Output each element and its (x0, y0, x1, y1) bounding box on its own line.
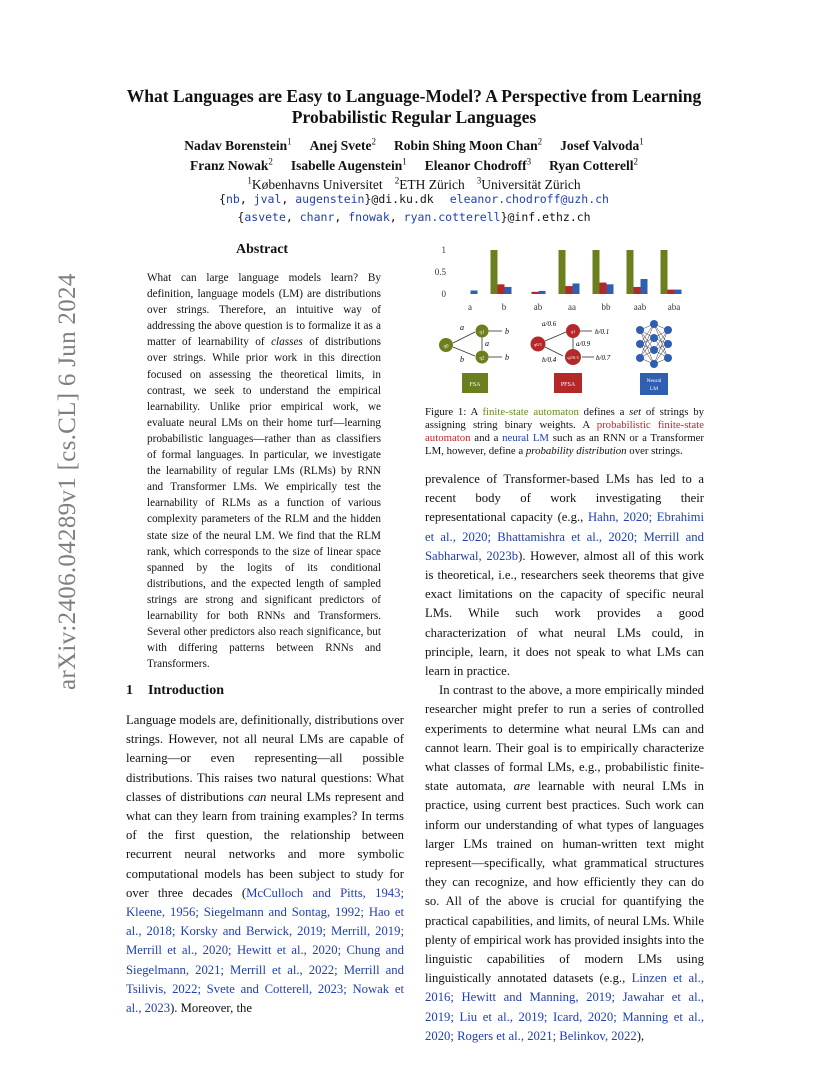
bar (600, 283, 607, 294)
bar (559, 250, 566, 294)
email-line-2[interactable]: {asvete, chanr, fnowak, ryan.cotterell}@inf.ethz.ch (237, 210, 591, 224)
email-address[interactable]: eleanor.chodroff@uzh.ch (449, 192, 609, 206)
bar (573, 283, 580, 294)
bar (641, 279, 648, 294)
author-name: Anej Svete$^2$ (309, 136, 376, 153)
svg-text:b/0.7: b/0.7 (596, 354, 611, 362)
y-tick-label: 0.5 (434, 267, 446, 277)
bar-chart (435, 245, 682, 312)
svg-text:b: b (505, 353, 509, 362)
nn-node (650, 360, 658, 368)
svg-text:a/0.9: a/0.9 (576, 340, 591, 348)
email-handle[interactable]: jval (253, 192, 282, 206)
arxiv-stamp: arXiv:2406.04289v1 [cs.CL] 6 Jun 2024 (54, 273, 81, 690)
affiliation: $^3$Universität Zürich (476, 175, 581, 192)
email-handle[interactable]: ryan.cotterell (403, 210, 501, 224)
svg-text:q1: q1 (479, 330, 485, 336)
email-handle[interactable]: asvete (244, 210, 286, 224)
svg-text:b: b (505, 327, 509, 336)
nn-node (636, 354, 644, 362)
svg-text:q1: q1 (570, 329, 576, 334)
paper-title: What Languages are Easy to Language-Model? A Perspective from Learning Probabilistic Regular Languages (126, 86, 702, 127)
bar (505, 287, 512, 294)
bar (498, 284, 505, 294)
svg-text:b/0.4: b/0.4 (542, 356, 557, 364)
bar (532, 292, 539, 294)
nn-node (664, 340, 672, 348)
intro-right-column (425, 470, 704, 1046)
bar (661, 250, 668, 294)
email-line-1[interactable]: {nb, jval, augenstein}@di.ku.dk eleanor.chodroff@uzh.ch (219, 192, 609, 206)
x-tick-label: a (468, 302, 472, 312)
svg-text:LM: LM (649, 386, 659, 392)
svg-text:b/0.1: b/0.1 (595, 328, 610, 336)
y-tick-label: 1 (441, 245, 446, 255)
author-name: Robin Shing Moon Chan$^2$ (393, 136, 543, 153)
citation-links[interactable]: Hahn, 2020; Ebrahimi et al., 2020; Bhattamishra et al., 2020; Merrill and Sabharwal, 2023b (425, 510, 704, 563)
svg-text:FSA: FSA (469, 382, 481, 388)
affiliation: $^1$Københavns Universitet (247, 175, 383, 192)
abstract-heading: Abstract (236, 242, 289, 257)
bar (491, 250, 498, 294)
nn-node (636, 326, 644, 334)
abstract-text: What can large language models learn? By definition, language models (LM) are distributions over strings. Therefore, an intuitive way of addressing the above question is to formalize it as a matter of learnability of classes of distributions over strings. While prior work in this direction focused on assessing the theoretical limits, in contrast, we seek to understand the empirical learnability. Unlike prior empirical work, we evaluate neural LMs on their home turf—learning probabilistic languages—rather than as classifiers of formal languages. In particular, we investigate the learnability of regular LMs (RLMs) by RNN and Transformer LMs. We empirically test the learnability of RLMs as a function of various complexity parameters of the RLM and the hidden state size of the neural LM. We find that the RLM rank, which corresponds to the size of linear space spanned by the logits of its conditional distributions, and the expected length of sampled strings are strong and significant predictors of learnability for both RNNs and Transformers. Several other predictors also reach significance, but with differing patterns between RNNs and Transformers. (147, 272, 381, 671)
x-tick-label: aa (568, 302, 576, 312)
email-handle[interactable]: nb (225, 192, 240, 206)
author-name: Josef Valvoda$^1$ (560, 136, 644, 153)
intro-right-paragraph-2: In contrast to the above, a more empirically minded researcher might prefer to run a series of controlled experiments to determine what neural LMs can and cannot learn. Their goal is to empirically characterize what classes of formal LMs, e.g., probabilistic finite-state automata, are learnable with neural LMs in practice, using current best practices. Such work can inform our understanding of what types of languages larger LMs trained on human-written text might represent—specifically, what grammatical structures they can recognize, and how efficiently they can do so. All of the above is crucial for quantifying the practical capabilities, and limits, of neural LMs. While plenty of empirical work has provided insights into the linguistic capabilities of modern LMs using linguistically annotated datasets (e.g., Linzen et al., 2016; Hewitt and Manning, 2019; Jawahar et al., 2019; Liu et al., 2019; Icard, 2020; Manning et al., 2020; Rogers et al., 2021; Belinkov, 2022), (425, 683, 704, 1043)
svg-text:a: a (485, 339, 489, 348)
figure-1-svg (420, 240, 710, 400)
bar (607, 284, 614, 294)
nn-node (636, 340, 644, 348)
bar (634, 287, 641, 294)
nn-node (664, 326, 672, 334)
citation-links[interactable]: Linzen et al., 2016; Hewitt and Manning, 2019; Jawahar et al., 2019; Liu et al., 2019; Icard, 2020; Manning et al., 2020; Rogers et al., 2021; Belinkov, 2022 (425, 971, 704, 1043)
svg-text:q0: q0 (443, 344, 449, 350)
svg-text:q2/0.3: q2/0.3 (567, 355, 579, 360)
author-name: Eleanor Chodroff$^3$ (424, 156, 532, 173)
author-name: Franz Nowak$^2$ (189, 156, 273, 173)
svg-text:a/0.6: a/0.6 (542, 320, 557, 328)
bar (593, 250, 600, 294)
bar (668, 290, 675, 294)
citation-links[interactable]: McCulloch and Pitts, 1943; Kleene, 1956; Siegelmann and Sontag, 1992; Hao et al., 2018; Korsky and Berwick, 2019; Merrill, 2019; Merrill et al., 2020; Hewitt et al., 2020; Chung and Siegelmann, 2021; Merrill et al., 2022; Merrill and Tsilivis, 2022; Svete and Cotterell, 2023; Nowak et al., 2023 (126, 885, 405, 1016)
nn-node (650, 334, 658, 342)
email-handle[interactable]: fnowak (348, 210, 390, 224)
nn-node (650, 320, 658, 328)
section-heading-introduction: 1 Introduction (126, 683, 224, 698)
fsa-diagram (439, 323, 509, 393)
affiliation: $^2$ETH Zürich (394, 175, 465, 192)
bar (566, 286, 573, 294)
svg-text:Neural: Neural (646, 378, 662, 384)
figure-1 (420, 240, 710, 400)
pfsa-diagram (531, 320, 611, 393)
nn-node (650, 346, 658, 354)
x-tick-label: aba (667, 302, 681, 312)
intro-left-column: Language models are, definitionally, distributions over strings. However, not all neural LMs are capable of learning—or even representing—all possible distributions. This raises two natural questions: What classes of distributions can neural LMs represent and what can they learn from training examples? In terms of the first question, the relationship between recurrent neural networks and more symbolic computational models has been subject to study for over three decades (McCulloch and Pitts, 1943; Kleene, 1956; Siegelmann and Sontag, 1992; Hao et al., 2018; Korsky and Berwick, 2019; Merrill, 2019; Merrill et al., 2020; Hewitt et al., 2020; Chung and Siegelmann, 2021; Merrill et al., 2022; Merrill and Tsilivis, 2022; Svete and Cotterell, 2023; Nowak et al., 2023). Moreover, the (126, 713, 405, 1016)
x-tick-label: bb (601, 302, 611, 312)
email-handle[interactable]: chanr (299, 210, 335, 224)
x-tick-label: b (501, 302, 507, 312)
figure-1-caption: Figure 1: A finite-state automaton defines a set of strings by assigning string binary weights. A probabilistic finite-state automaton and a neural LM such as an RNN or a Transformer LM, however, define a probability distribution over strings. (425, 406, 705, 457)
svg-text:PFSA: PFSA (560, 382, 576, 388)
svg-text:b: b (460, 355, 464, 364)
neural-lm-diagram (636, 320, 672, 368)
bar (471, 290, 478, 294)
email-handle[interactable]: augenstein (295, 192, 365, 206)
x-tick-label: aab (633, 302, 647, 312)
y-tick-label: 0 (441, 289, 446, 299)
bar (627, 250, 634, 294)
x-tick-label: ab (533, 302, 543, 312)
bar (675, 290, 682, 294)
svg-text:a: a (460, 323, 464, 332)
bar (539, 291, 546, 294)
nn-node (664, 354, 672, 362)
intro-right-paragraph-1: prevalence of Transformer-based LMs has led to a recent body of work investigating their representational capacity (e.g., Hahn, 2020; Ebrahimi et al., 2020; Bhattamishra et al., 2020; Merrill and Sabharwal, 2023b). However, almost all of this work is theoretical, i.e., researchers seek theorems that give exact limitations on the capacity of specific neural LMs. While such work provides a good characterization of what neural LMs could, in principle, learn, it does not speak to what LMs can learn in practice. (425, 472, 704, 679)
author-name: Nadav Borenstein$^1$ (184, 136, 292, 153)
author-name: Isabelle Augenstein$^1$ (290, 156, 407, 173)
author-name: Ryan Cotterell$^2$ (549, 156, 639, 173)
svg-text:q2: q2 (479, 356, 485, 362)
svg-text:q0/1: q0/1 (533, 342, 543, 347)
